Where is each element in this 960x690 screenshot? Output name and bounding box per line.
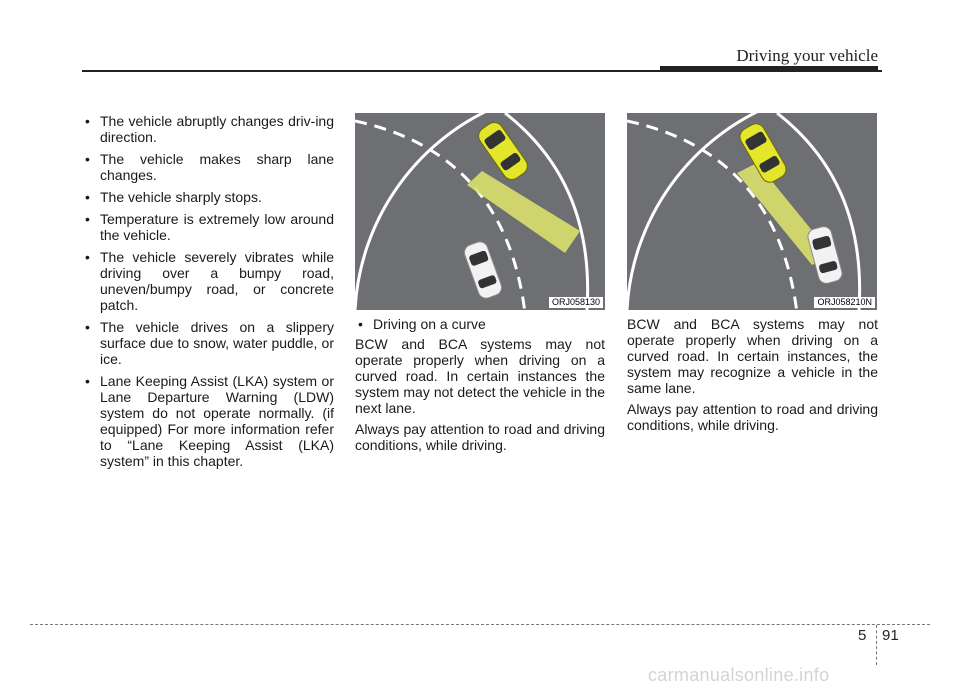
running-header: Driving your vehicle (736, 46, 878, 65)
right-column (627, 316, 878, 438)
list-item: • The vehicle abruptly changes driv-ing direction. (82, 113, 334, 145)
header-rule-accent (660, 66, 878, 72)
list-item: • The vehicle severely vibrates while driving over a bumpy road, uneven/bumpy road, or concrete patch. (82, 249, 334, 313)
list-item: • The vehicle makes sharp lane changes. (82, 151, 334, 183)
page-number-divider (876, 625, 877, 665)
paragraph: BCW and BCA systems may not operate properly when driving on a curved road. In certain instances, the system may recognize a vehicle in the same lane. (627, 316, 878, 396)
watermark: carmanualsonline.info (648, 665, 830, 685)
page-number: 91 (882, 627, 899, 644)
curve-illustration-same-lane (627, 113, 877, 310)
footer-rule (30, 624, 930, 625)
condition-list (355, 316, 605, 332)
left-column (82, 113, 334, 475)
list-item: • Temperature is extremely low around the vehicle. (82, 211, 334, 243)
paragraph: Always pay attention to road and driving conditions, while driving. (627, 401, 878, 433)
paragraph: BCW and BCA systems may not operate properly when driving on a curved road. In certain instances the system may not detect the vehicle in the next lane. (355, 336, 605, 416)
middle-column (355, 316, 605, 458)
figure-code: ORJ058210N (814, 297, 875, 308)
figure-code: ORJ058130 (549, 297, 603, 308)
curve-illustration-not-detected (355, 113, 605, 310)
list-item: • The vehicle drives on a slippery surface due to snow, water puddle, or ice. (82, 319, 334, 367)
list-item: • The vehicle sharply stops. (82, 189, 334, 205)
list-item: • Lane Keeping Assist (LKA) system or Lane Departure Warning (LDW) system do not operate normally. (if equipped) For more information refer to “Lane Keeping Assist (LKA) system” in this chapter. (82, 373, 334, 469)
list-item: • Driving on a curve (355, 316, 605, 332)
chapter-number: 5 (858, 627, 867, 644)
road-curve-diagram (355, 113, 605, 310)
paragraph: Always pay attention to road and driving conditions, while driving. (355, 421, 605, 453)
road-curve-diagram (627, 113, 877, 310)
condition-list (82, 113, 334, 469)
